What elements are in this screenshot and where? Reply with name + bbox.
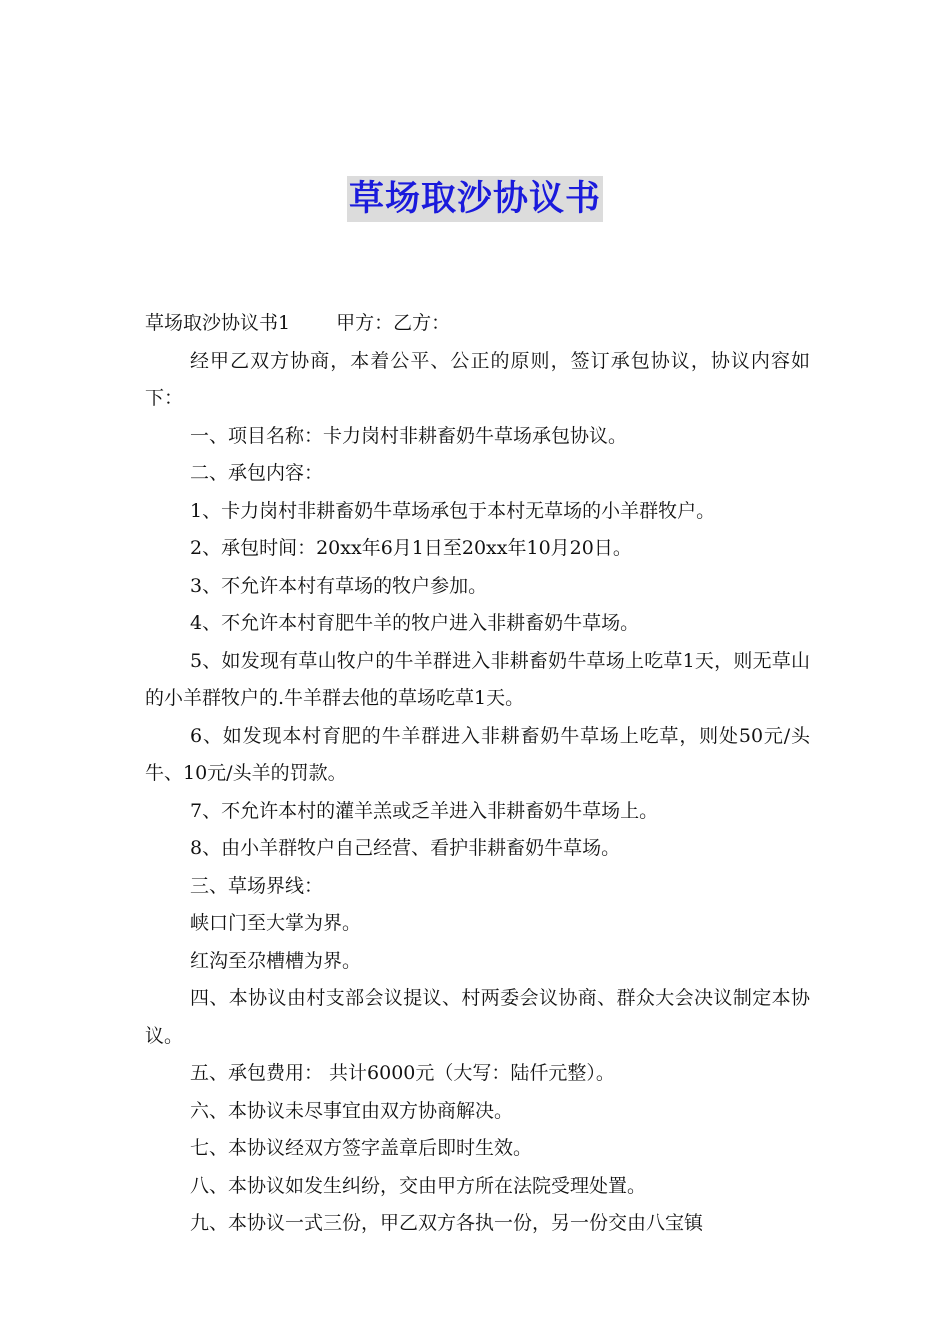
paragraph-boundary-1: 峡口门至大掌为界。 xyxy=(190,912,362,934)
paragraph-clause-1: 1、卡力岗村非耕畜奶牛草场承包于本村无草场的小羊群牧户。 xyxy=(190,499,716,522)
header-label: 草场取沙协议书1 xyxy=(145,312,291,334)
paragraph-item-8: 八、本协议如发生纠纷，交由甲方所在法院受理处置。 xyxy=(190,1174,647,1197)
paragraph-item-1: 一、项目名称：卡力岗村非耕畜奶牛草场承包协议。 xyxy=(190,424,628,447)
paragraph-item-3: 三、草场界线： xyxy=(190,874,324,897)
document-title: 草场取沙协议书 xyxy=(347,176,603,222)
party-b-label: 乙方： xyxy=(393,312,451,334)
paragraph-clause-7: 7、不允许本村的灌羊羔或乏羊进入非耕畜奶牛草场上。 xyxy=(190,799,659,822)
paragraph-item-4: 四、本协议由村支部会议提议、村两委会议协商、群众大会决议制定本协议。 xyxy=(145,987,810,1047)
title-block xyxy=(0,176,950,222)
party-a-label: 甲方： xyxy=(336,312,394,334)
paragraph-item-9: 九、本协议一式三份，甲乙双方各执一份，另一份交由八宝镇 xyxy=(190,1212,704,1234)
paragraph-item-5: 五、承包费用： 共计6000元（大写：陆仟元整）。 xyxy=(190,1062,615,1084)
paragraph-boundary-2: 红沟至尕槽槽为界。 xyxy=(190,949,362,972)
paragraph-item-2: 二、承包内容： xyxy=(190,462,324,484)
document-body xyxy=(145,305,810,1243)
paragraph-clause-5: 5、如发现有草山牧户的牛羊群进入非耕畜奶牛草场上吃草1天，则无草山的小羊群牧户的.牛羊群去他的草场吃草1天。 xyxy=(145,649,810,709)
paragraph-clause-3: 3、不允许本村有草场的牧户参加。 xyxy=(190,574,488,597)
header-line xyxy=(145,305,810,343)
paragraph-clause-4: 4、不允许本村育肥牛羊的牧户进入非耕畜奶牛草场。 xyxy=(190,612,640,634)
paragraph-clause-8: 8、由小羊群牧户自己经营、看护非耕畜奶牛草场。 xyxy=(190,837,621,859)
paragraph-item-7: 七、本协议经双方签字盖章后即时生效。 xyxy=(190,1137,533,1159)
paragraph-item-6: 六、本协议未尽事宜由双方协商解决。 xyxy=(190,1099,514,1122)
paragraph-intro: 经甲乙双方协商，本着公平、公正的原则，签订承包协议，协议内容如下： xyxy=(145,349,810,409)
paragraph-clause-2: 2、承包时间：20xx年6月1日至20xx年10月20日。 xyxy=(190,537,632,559)
paragraph-clause-6: 6、如发现本村育肥的牛羊群进入非耕畜奶牛草场上吃草，则处50元/头牛、10元/头羊的罚款。 xyxy=(145,724,810,784)
